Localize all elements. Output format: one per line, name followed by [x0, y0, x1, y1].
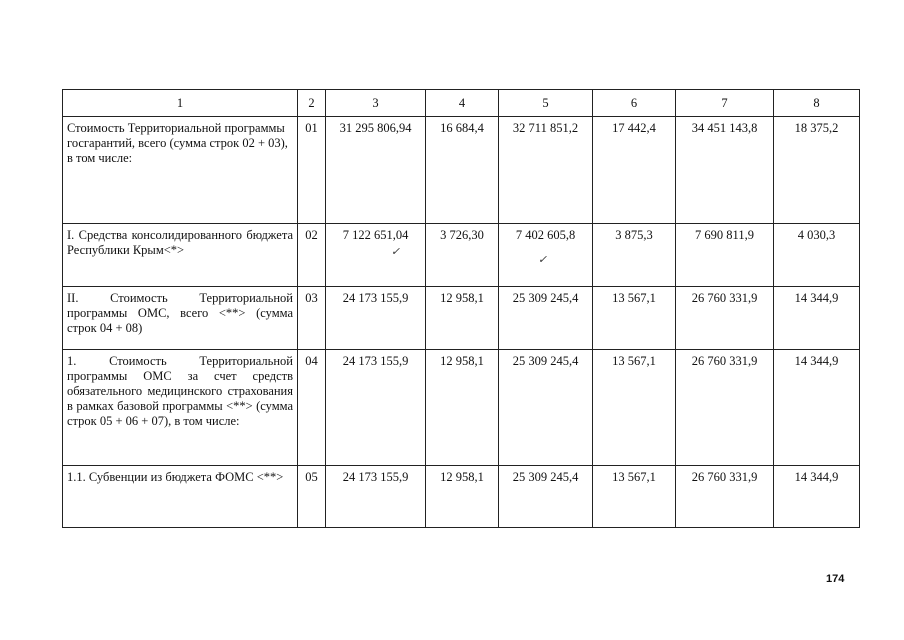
table-row	[63, 350, 860, 466]
table-cell: 14 344,9	[774, 350, 860, 466]
row-description: I. Средства консолидированного бюджета Республики Крым<*>	[63, 224, 298, 287]
table-cell: 26 760 331,9	[676, 287, 774, 350]
table-cell: 3 875,3	[593, 224, 676, 287]
table-cell: 14 344,9	[774, 287, 860, 350]
table-cell: 12 958,1	[426, 350, 499, 466]
table-row	[63, 466, 860, 528]
checkmark-icon: ✓	[390, 246, 401, 258]
column-header: 8	[774, 90, 860, 117]
column-header: 5	[499, 90, 593, 117]
table-cell-value: 7 122 651,04	[342, 228, 409, 242]
checkmark-icon: ✓	[537, 254, 548, 266]
column-header: 6	[593, 90, 676, 117]
table-cell: 13 567,1	[593, 350, 676, 466]
table-cell: 3 726,30	[426, 224, 499, 287]
table-cell-with-mark	[499, 224, 593, 287]
table-cell: 25 309 245,4	[499, 350, 593, 466]
row-description: II. Стоимость Территориальной программы ОМС, всего <**> (сумма строк 04 + 08)	[63, 287, 298, 350]
table-cell: 26 760 331,9	[676, 350, 774, 466]
row-description: Стоимость Территориальной программы госгарантий, всего (сумма строк 02 + 03), в том числе:	[63, 117, 298, 224]
table-row	[63, 117, 860, 224]
table-cell: 14 344,9	[774, 466, 860, 528]
row-code: 05	[298, 466, 326, 528]
table-cell: 24 173 155,9	[326, 466, 426, 528]
table-cell: 25 309 245,4	[499, 466, 593, 528]
table-cell: 4 030,3	[774, 224, 860, 287]
page-number: 174	[826, 573, 845, 585]
table-cell: 12 958,1	[426, 466, 499, 528]
budget-table	[62, 89, 860, 528]
table-cell: 18 375,2	[774, 117, 860, 224]
row-description: 1.1. Субвенции из бюджета ФОМС <**>	[63, 466, 298, 528]
column-header: 4	[426, 90, 499, 117]
row-code: 03	[298, 287, 326, 350]
row-code: 02	[298, 224, 326, 287]
table-cell: 31 295 806,94	[326, 117, 426, 224]
table-cell: 34 451 143,8	[676, 117, 774, 224]
table-cell: 26 760 331,9	[676, 466, 774, 528]
table-cell: 13 567,1	[593, 287, 676, 350]
table-cell-with-mark	[326, 224, 426, 287]
table-row	[63, 224, 860, 287]
table-cell-value: 7 402 605,8	[515, 228, 576, 242]
table-cell: 32 711 851,2	[499, 117, 593, 224]
table-cell: 25 309 245,4	[499, 287, 593, 350]
table-cell: 13 567,1	[593, 466, 676, 528]
table-header-row	[63, 90, 860, 117]
column-header: 1	[63, 90, 298, 117]
column-header: 2	[298, 90, 326, 117]
row-code: 01	[298, 117, 326, 224]
table-cell: 12 958,1	[426, 287, 499, 350]
table-cell: 24 173 155,9	[326, 350, 426, 466]
table-cell: 16 684,4	[426, 117, 499, 224]
table-cell: 17 442,4	[593, 117, 676, 224]
row-description: 1. Стоимость Территориальной программы ОМС за счет средств обязательного медицинского страхования в рамках базовой программы <**> (сумма строк 05 + 06 + 07), в том числе:	[63, 350, 298, 466]
column-header: 7	[676, 90, 774, 117]
table-cell: 7 690 811,9	[676, 224, 774, 287]
column-header: 3	[326, 90, 426, 117]
table-row	[63, 287, 860, 350]
table-cell: 24 173 155,9	[326, 287, 426, 350]
row-code: 04	[298, 350, 326, 466]
